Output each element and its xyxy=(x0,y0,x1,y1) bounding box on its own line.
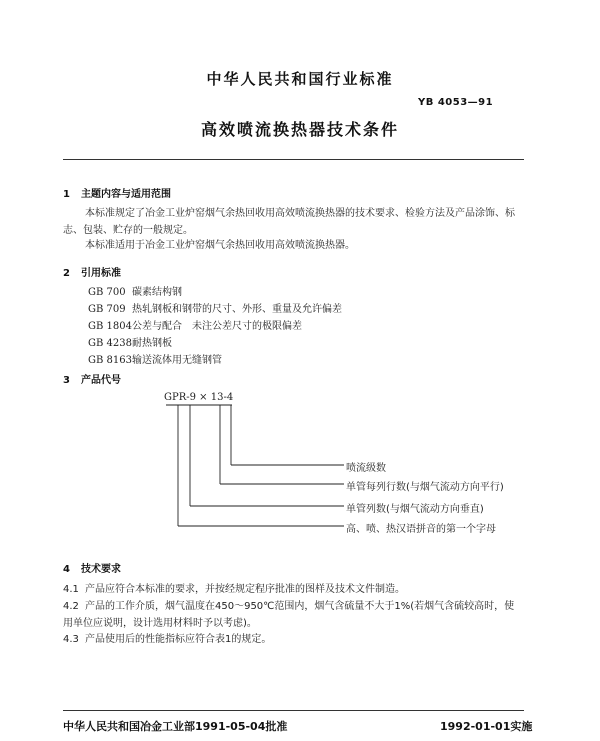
section-title: 引用标准 xyxy=(81,268,121,279)
requirement-number: 4.1 xyxy=(63,584,79,595)
effective-date: 1992-01-01实施 xyxy=(440,720,533,733)
reference-code: GB 8163 xyxy=(88,355,132,366)
approval-note: 中华人民共和国冶金工业部1991-05-04批准 xyxy=(63,720,288,733)
requirement-item xyxy=(63,632,523,649)
product-code-example: GPR-9 × 13-4 xyxy=(164,392,234,403)
label-column-count: 单管列数(与烟气流动方向垂直) xyxy=(346,504,484,515)
document-title: 高效喷流换热器技术条件 xyxy=(200,120,399,139)
reference-code: GB 1804 xyxy=(88,321,132,332)
requirement-item xyxy=(63,582,523,599)
reference-title: 耐热钢板 xyxy=(132,338,172,349)
reference-title: 公差与配合 未注公差尺寸的极限偏差 xyxy=(132,321,302,332)
reference-title: 碳素结构钢 xyxy=(132,287,182,298)
section-number: 3 xyxy=(63,375,70,386)
requirement-text: 产品应符合本标准的要求，并按经规定程序批准的图样及技术文件制造。 xyxy=(85,584,405,595)
requirement-number: 4.3 xyxy=(63,634,79,645)
label-jet-level: 喷流级数 xyxy=(346,463,386,474)
requirement-text: 产品的工作介质，烟气温度在450～950℃范围内，烟气含硫量不大于1%(若烟气含硫较高时，使用单位应说明，设计选用材料时予以考虑)。 xyxy=(63,601,515,629)
reference-code: GB 709 xyxy=(88,304,126,315)
section-1-paragraph-1: 本标准规定了冶金工业炉窑烟气余热回收用高效喷流换热器的技术要求、检验方法及产品涂饰、标志、包装、贮存的一般规定。 xyxy=(63,208,515,236)
standard-code: YB 4053—91 xyxy=(418,97,494,108)
section-number: 4 xyxy=(63,564,70,575)
reference-title: 热轧钢板和钢带的尺寸、外形、重量及允许偏差 xyxy=(132,304,342,315)
label-pinyin-prefix: 高、喷、热汉语拼音的第一个字母 xyxy=(346,524,496,535)
requirement-number: 4.2 xyxy=(63,601,79,612)
reference-code: GB 4238 xyxy=(88,338,132,349)
section-number: 2 xyxy=(63,268,70,279)
requirement-item xyxy=(63,599,523,632)
section-title: 主题内容与适用范围 xyxy=(81,189,171,200)
section-1-paragraph-2: 本标准适用于冶金工业炉窑烟气余热回收用高效喷流换热器。 xyxy=(85,240,355,251)
requirement-text: 产品使用后的性能指标应符合表1的规定。 xyxy=(85,634,272,645)
reference-title: 输送流体用无缝钢管 xyxy=(132,355,222,366)
standard-category: 中华人民共和国行业标准 xyxy=(206,70,394,88)
label-rows-per-column: 单管每列行数(与烟气流动方向平行) xyxy=(346,482,504,493)
reference-code: GB 700 xyxy=(88,287,126,298)
section-number: 1 xyxy=(63,189,70,200)
footer-divider xyxy=(63,710,524,711)
section-4-heading xyxy=(63,560,121,575)
section-title: 技术要求 xyxy=(81,564,121,575)
section-title: 产品代号 xyxy=(81,375,121,386)
